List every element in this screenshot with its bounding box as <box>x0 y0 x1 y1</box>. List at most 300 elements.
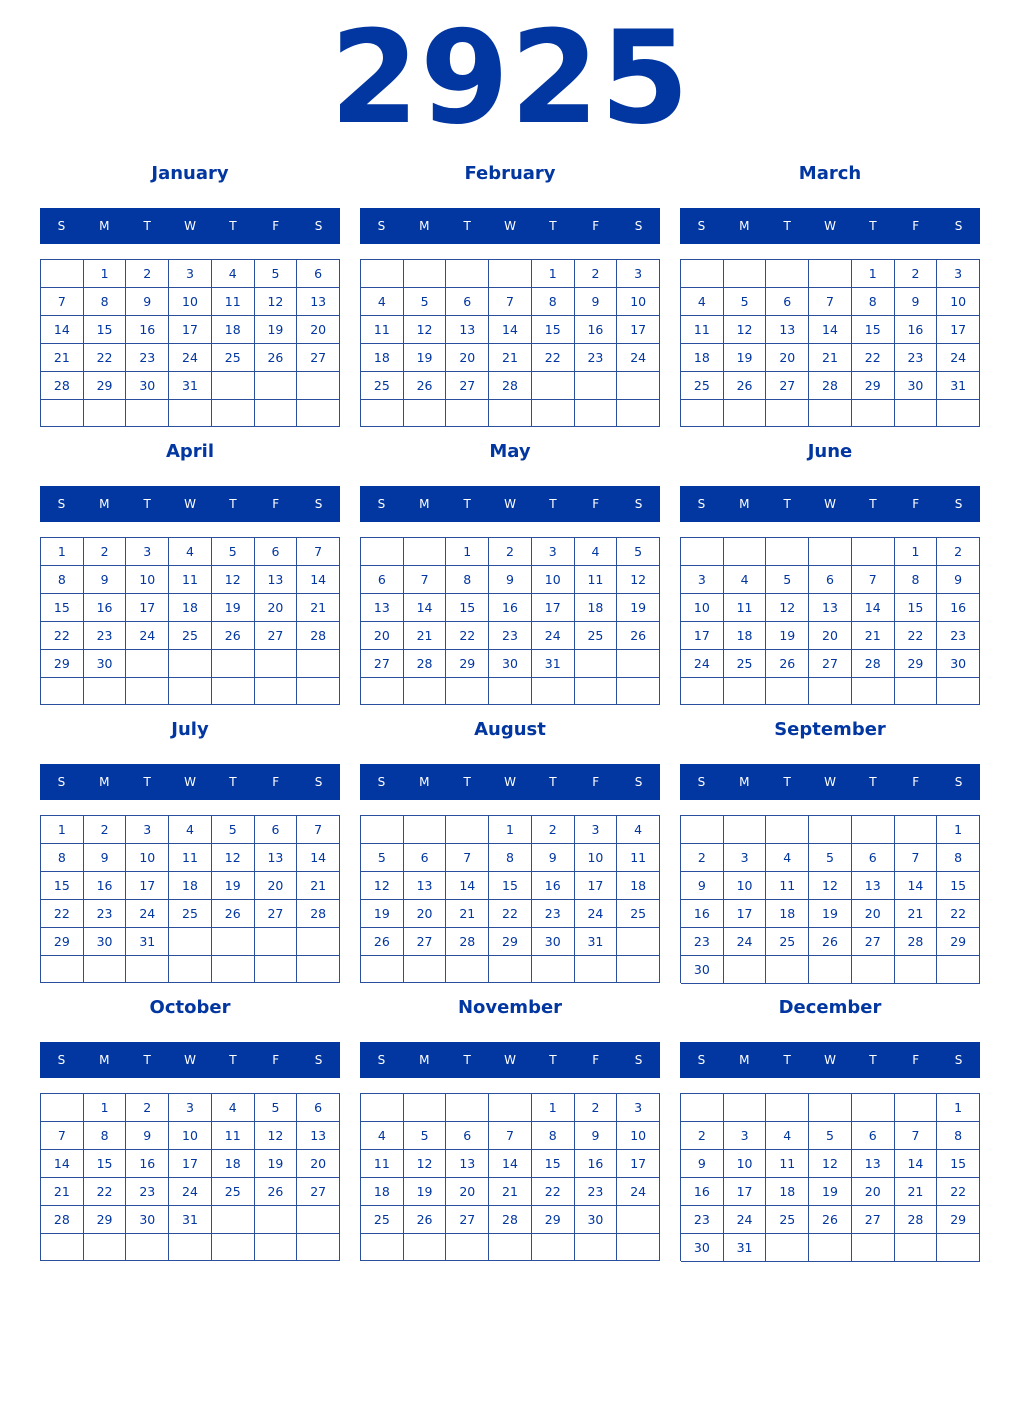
day-cell: 6 <box>361 566 404 594</box>
empty-cell <box>681 816 724 844</box>
day-cell: 28 <box>809 372 852 400</box>
day-cell: 27 <box>766 372 809 400</box>
day-cell: 19 <box>617 594 660 622</box>
day-cell: 3 <box>575 816 618 844</box>
day-cell: 9 <box>532 844 575 872</box>
day-cell: 11 <box>575 566 618 594</box>
day-cell: 9 <box>126 288 169 316</box>
day-cell: 7 <box>41 1122 84 1150</box>
empty-cell <box>575 678 618 705</box>
empty-cell <box>724 1094 767 1122</box>
empty-cell <box>255 928 298 956</box>
day-cell: 25 <box>681 372 724 400</box>
empty-cell <box>681 678 724 705</box>
day-cell: 29 <box>532 1206 575 1234</box>
empty-cell <box>895 1234 938 1262</box>
day-cell: 13 <box>297 1122 340 1150</box>
day-cell: 24 <box>126 622 169 650</box>
day-cell: 13 <box>852 1150 895 1178</box>
day-cell: 23 <box>575 1178 618 1206</box>
day-cell: 21 <box>809 344 852 372</box>
day-cell: 5 <box>404 1122 447 1150</box>
day-cell: 8 <box>41 844 84 872</box>
empty-cell <box>84 1234 127 1261</box>
day-cell: 22 <box>84 1178 127 1206</box>
empty-cell <box>361 956 404 983</box>
day-cell: 6 <box>766 288 809 316</box>
empty-cell <box>169 678 212 705</box>
day-cell: 21 <box>297 594 340 622</box>
weekday-label: M <box>99 1053 110 1067</box>
day-cell: 29 <box>489 928 532 956</box>
day-cell: 14 <box>297 566 340 594</box>
day-cell: 26 <box>404 372 447 400</box>
empty-cell <box>852 678 895 705</box>
day-cell: 12 <box>617 566 660 594</box>
day-cell: 11 <box>169 844 212 872</box>
empty-cell <box>575 400 618 427</box>
empty-cell <box>404 678 447 705</box>
empty-cell <box>809 678 852 705</box>
day-cell: 29 <box>937 1206 980 1234</box>
empty-cell <box>446 400 489 427</box>
empty-cell <box>404 538 447 566</box>
weekday-label: W <box>824 219 836 233</box>
day-cell: 31 <box>126 928 169 956</box>
day-cell: 17 <box>724 1178 767 1206</box>
day-cell: 25 <box>212 1178 255 1206</box>
day-cell: 19 <box>809 900 852 928</box>
empty-cell <box>809 816 852 844</box>
day-cell: 16 <box>126 1150 169 1178</box>
day-cell: 24 <box>724 928 767 956</box>
day-cell: 19 <box>724 344 767 372</box>
day-cell: 5 <box>809 844 852 872</box>
day-cell: 11 <box>361 1150 404 1178</box>
day-cell: 19 <box>404 344 447 372</box>
day-cell: 17 <box>169 316 212 344</box>
day-cell: 7 <box>809 288 852 316</box>
day-cell: 8 <box>532 1122 575 1150</box>
day-cell: 21 <box>852 622 895 650</box>
weekday-label: T <box>229 219 237 233</box>
day-cell: 26 <box>724 372 767 400</box>
month-name: March <box>798 163 862 184</box>
day-cell: 26 <box>809 928 852 956</box>
day-cell: 18 <box>212 1150 255 1178</box>
day-cell: 4 <box>575 538 618 566</box>
day-cell: 12 <box>809 872 852 900</box>
day-cell: 5 <box>361 844 404 872</box>
weekday-header <box>40 486 340 522</box>
day-cell: 10 <box>724 872 767 900</box>
day-cell: 25 <box>169 900 212 928</box>
empty-cell <box>446 956 489 983</box>
day-cell: 4 <box>169 538 212 566</box>
day-cell: 26 <box>404 1206 447 1234</box>
day-cell: 8 <box>489 844 532 872</box>
day-cell: 25 <box>361 1206 404 1234</box>
day-cell: 28 <box>895 1206 938 1234</box>
weekday-label: T <box>463 219 471 233</box>
empty-cell <box>361 678 404 705</box>
day-cell: 15 <box>41 594 84 622</box>
day-cell: 6 <box>446 288 489 316</box>
day-cell: 4 <box>212 260 255 288</box>
day-cell: 11 <box>212 1122 255 1150</box>
day-cell: 21 <box>297 872 340 900</box>
day-cell: 30 <box>681 956 724 984</box>
day-cell: 1 <box>895 538 938 566</box>
weekday-label: T <box>783 775 791 789</box>
day-cell: 22 <box>532 344 575 372</box>
day-cell: 16 <box>532 872 575 900</box>
days-grid <box>360 815 660 983</box>
day-cell: 31 <box>169 372 212 400</box>
day-cell: 18 <box>169 594 212 622</box>
day-cell: 18 <box>766 1178 809 1206</box>
day-cell: 15 <box>895 594 938 622</box>
empty-cell <box>937 956 980 984</box>
empty-cell <box>255 1234 298 1261</box>
month-name: January <box>151 163 229 184</box>
day-cell: 18 <box>617 872 660 900</box>
day-cell: 22 <box>937 1178 980 1206</box>
empty-cell <box>169 956 212 983</box>
empty-cell <box>297 400 340 427</box>
day-cell: 20 <box>852 900 895 928</box>
weekday-label: S <box>314 775 323 789</box>
day-cell: 31 <box>724 1234 767 1262</box>
day-cell: 5 <box>617 538 660 566</box>
day-cell: 20 <box>297 316 340 344</box>
empty-cell <box>766 1234 809 1262</box>
weekday-label: M <box>99 497 110 511</box>
day-cell: 3 <box>169 260 212 288</box>
day-cell: 5 <box>404 288 447 316</box>
empty-cell <box>532 678 575 705</box>
day-cell: 10 <box>169 1122 212 1150</box>
empty-cell <box>297 1206 340 1234</box>
weekday-label: S <box>57 219 66 233</box>
weekday-label: S <box>697 497 706 511</box>
days-grid <box>680 1093 980 1261</box>
month-name: July <box>171 719 209 740</box>
weekday-header <box>680 208 980 244</box>
day-cell: 6 <box>809 566 852 594</box>
day-cell: 29 <box>852 372 895 400</box>
day-cell: 24 <box>937 344 980 372</box>
empty-cell <box>809 956 852 984</box>
day-cell: 22 <box>446 622 489 650</box>
weekday-label: F <box>592 775 600 789</box>
day-cell: 7 <box>446 844 489 872</box>
day-cell: 29 <box>41 928 84 956</box>
empty-cell <box>617 928 660 956</box>
days-grid <box>680 259 980 427</box>
day-cell: 17 <box>169 1150 212 1178</box>
day-cell: 15 <box>446 594 489 622</box>
weekday-label: W <box>184 775 196 789</box>
day-cell: 16 <box>895 316 938 344</box>
day-cell: 16 <box>84 872 127 900</box>
day-cell: 24 <box>724 1206 767 1234</box>
weekday-label: F <box>912 219 920 233</box>
empty-cell <box>41 260 84 288</box>
day-cell: 15 <box>489 872 532 900</box>
day-cell: 4 <box>766 844 809 872</box>
empty-cell <box>617 650 660 678</box>
day-cell: 10 <box>532 566 575 594</box>
day-cell: 7 <box>297 538 340 566</box>
day-cell: 21 <box>895 1178 938 1206</box>
empty-cell <box>404 400 447 427</box>
day-cell: 12 <box>255 288 298 316</box>
weekday-header <box>680 1042 980 1078</box>
empty-cell <box>169 1234 212 1261</box>
day-cell: 23 <box>895 344 938 372</box>
day-cell: 1 <box>446 538 489 566</box>
day-cell: 9 <box>895 288 938 316</box>
weekday-label: T <box>229 497 237 511</box>
weekday-label: S <box>377 1053 386 1067</box>
day-cell: 2 <box>84 538 127 566</box>
day-cell: 26 <box>766 650 809 678</box>
day-cell: 11 <box>361 316 404 344</box>
day-cell: 22 <box>937 900 980 928</box>
day-cell: 24 <box>617 1178 660 1206</box>
empty-cell <box>724 538 767 566</box>
day-cell: 21 <box>489 344 532 372</box>
empty-cell <box>255 372 298 400</box>
weekday-label: W <box>504 497 516 511</box>
day-cell: 16 <box>489 594 532 622</box>
weekday-header <box>360 1042 660 1078</box>
day-cell: 7 <box>297 816 340 844</box>
day-cell: 24 <box>617 344 660 372</box>
day-cell: 15 <box>532 1150 575 1178</box>
day-cell: 14 <box>41 1150 84 1178</box>
year-title: 2925 <box>329 4 691 153</box>
day-cell: 30 <box>489 650 532 678</box>
day-cell: 13 <box>766 316 809 344</box>
month-name: May <box>489 441 531 462</box>
days-grid <box>40 259 340 427</box>
empty-cell <box>126 400 169 427</box>
weekday-label: W <box>184 1053 196 1067</box>
day-cell: 1 <box>489 816 532 844</box>
weekday-label: T <box>783 1053 791 1067</box>
empty-cell <box>766 1094 809 1122</box>
empty-cell <box>681 538 724 566</box>
day-cell: 8 <box>84 1122 127 1150</box>
weekday-label: F <box>272 497 280 511</box>
day-cell: 11 <box>766 872 809 900</box>
empty-cell <box>361 1234 404 1261</box>
day-cell: 28 <box>895 928 938 956</box>
day-cell: 10 <box>617 288 660 316</box>
day-cell: 22 <box>895 622 938 650</box>
day-cell: 1 <box>532 260 575 288</box>
day-cell: 23 <box>489 622 532 650</box>
empty-cell <box>895 678 938 705</box>
day-cell: 14 <box>297 844 340 872</box>
day-cell: 8 <box>84 288 127 316</box>
empty-cell <box>446 816 489 844</box>
weekday-label: M <box>419 219 430 233</box>
day-cell: 4 <box>361 288 404 316</box>
empty-cell <box>404 260 447 288</box>
empty-cell <box>41 400 84 427</box>
day-cell: 11 <box>766 1150 809 1178</box>
day-cell: 14 <box>489 316 532 344</box>
weekday-label: M <box>739 1053 750 1067</box>
day-cell: 25 <box>724 650 767 678</box>
day-cell: 4 <box>361 1122 404 1150</box>
weekday-label: S <box>697 219 706 233</box>
day-cell: 13 <box>255 844 298 872</box>
day-cell: 29 <box>84 1206 127 1234</box>
day-cell: 10 <box>617 1122 660 1150</box>
day-cell: 13 <box>255 566 298 594</box>
day-cell: 27 <box>404 928 447 956</box>
day-cell: 2 <box>489 538 532 566</box>
weekday-label: S <box>314 1053 323 1067</box>
empty-cell <box>297 678 340 705</box>
day-cell: 9 <box>575 288 618 316</box>
weekday-label: S <box>954 219 963 233</box>
day-cell: 27 <box>446 1206 489 1234</box>
day-cell: 20 <box>809 622 852 650</box>
empty-cell <box>446 678 489 705</box>
day-cell: 3 <box>724 1122 767 1150</box>
empty-cell <box>446 260 489 288</box>
day-cell: 25 <box>617 900 660 928</box>
day-cell: 23 <box>84 622 127 650</box>
day-cell: 4 <box>617 816 660 844</box>
empty-cell <box>617 372 660 400</box>
day-cell: 15 <box>852 316 895 344</box>
day-cell: 11 <box>681 316 724 344</box>
empty-cell <box>766 400 809 427</box>
day-cell: 9 <box>937 566 980 594</box>
day-cell: 6 <box>852 1122 895 1150</box>
day-cell: 30 <box>84 928 127 956</box>
day-cell: 12 <box>255 1122 298 1150</box>
weekday-label: S <box>954 775 963 789</box>
month-name: April <box>165 441 215 462</box>
day-cell: 24 <box>126 900 169 928</box>
days-grid <box>40 1093 340 1261</box>
day-cell: 26 <box>212 622 255 650</box>
empty-cell <box>532 372 575 400</box>
empty-cell <box>575 956 618 983</box>
day-cell: 9 <box>489 566 532 594</box>
day-cell: 9 <box>126 1122 169 1150</box>
day-cell: 4 <box>681 288 724 316</box>
empty-cell <box>41 1094 84 1122</box>
day-cell: 21 <box>895 900 938 928</box>
day-cell: 12 <box>212 844 255 872</box>
day-cell: 25 <box>169 622 212 650</box>
day-cell: 1 <box>937 1094 980 1122</box>
day-cell: 21 <box>404 622 447 650</box>
weekday-label: S <box>57 497 66 511</box>
day-cell: 21 <box>41 1178 84 1206</box>
empty-cell <box>361 816 404 844</box>
day-cell: 17 <box>617 1150 660 1178</box>
day-cell: 10 <box>126 566 169 594</box>
day-cell: 23 <box>532 900 575 928</box>
empty-cell <box>212 928 255 956</box>
weekday-label: T <box>869 219 877 233</box>
weekday-label: F <box>272 775 280 789</box>
empty-cell <box>126 678 169 705</box>
weekday-label: T <box>143 775 151 789</box>
day-cell: 10 <box>724 1150 767 1178</box>
empty-cell <box>446 1094 489 1122</box>
weekday-label: F <box>592 219 600 233</box>
empty-cell <box>212 956 255 983</box>
day-cell: 29 <box>446 650 489 678</box>
weekday-header <box>360 208 660 244</box>
day-cell: 31 <box>169 1206 212 1234</box>
day-cell: 17 <box>126 594 169 622</box>
weekday-label: T <box>869 497 877 511</box>
day-cell: 17 <box>575 872 618 900</box>
weekday-label: T <box>229 775 237 789</box>
day-cell: 8 <box>41 566 84 594</box>
day-cell: 2 <box>575 260 618 288</box>
day-cell: 28 <box>489 1206 532 1234</box>
day-cell: 4 <box>169 816 212 844</box>
day-cell: 19 <box>766 622 809 650</box>
day-cell: 8 <box>895 566 938 594</box>
day-cell: 17 <box>617 316 660 344</box>
day-cell: 20 <box>361 622 404 650</box>
empty-cell <box>575 372 618 400</box>
day-cell: 15 <box>84 316 127 344</box>
empty-cell <box>937 1234 980 1262</box>
day-cell: 28 <box>41 372 84 400</box>
day-cell: 6 <box>255 816 298 844</box>
day-cell: 23 <box>126 1178 169 1206</box>
empty-cell <box>404 1094 447 1122</box>
day-cell: 14 <box>809 316 852 344</box>
empty-cell <box>895 816 938 844</box>
empty-cell <box>617 956 660 983</box>
weekday-label: S <box>634 219 643 233</box>
day-cell: 13 <box>446 316 489 344</box>
month-name: October <box>149 997 231 1018</box>
day-cell: 23 <box>681 1206 724 1234</box>
day-cell: 9 <box>84 844 127 872</box>
weekday-label: T <box>143 497 151 511</box>
empty-cell <box>766 538 809 566</box>
day-cell: 3 <box>681 566 724 594</box>
weekday-header <box>40 208 340 244</box>
empty-cell <box>809 260 852 288</box>
weekday-label: T <box>869 775 877 789</box>
day-cell: 30 <box>937 650 980 678</box>
day-cell: 31 <box>937 372 980 400</box>
day-cell: 19 <box>255 1150 298 1178</box>
empty-cell <box>84 956 127 983</box>
day-cell: 12 <box>212 566 255 594</box>
day-cell: 27 <box>852 928 895 956</box>
day-cell: 5 <box>809 1122 852 1150</box>
weekday-label: F <box>592 497 600 511</box>
